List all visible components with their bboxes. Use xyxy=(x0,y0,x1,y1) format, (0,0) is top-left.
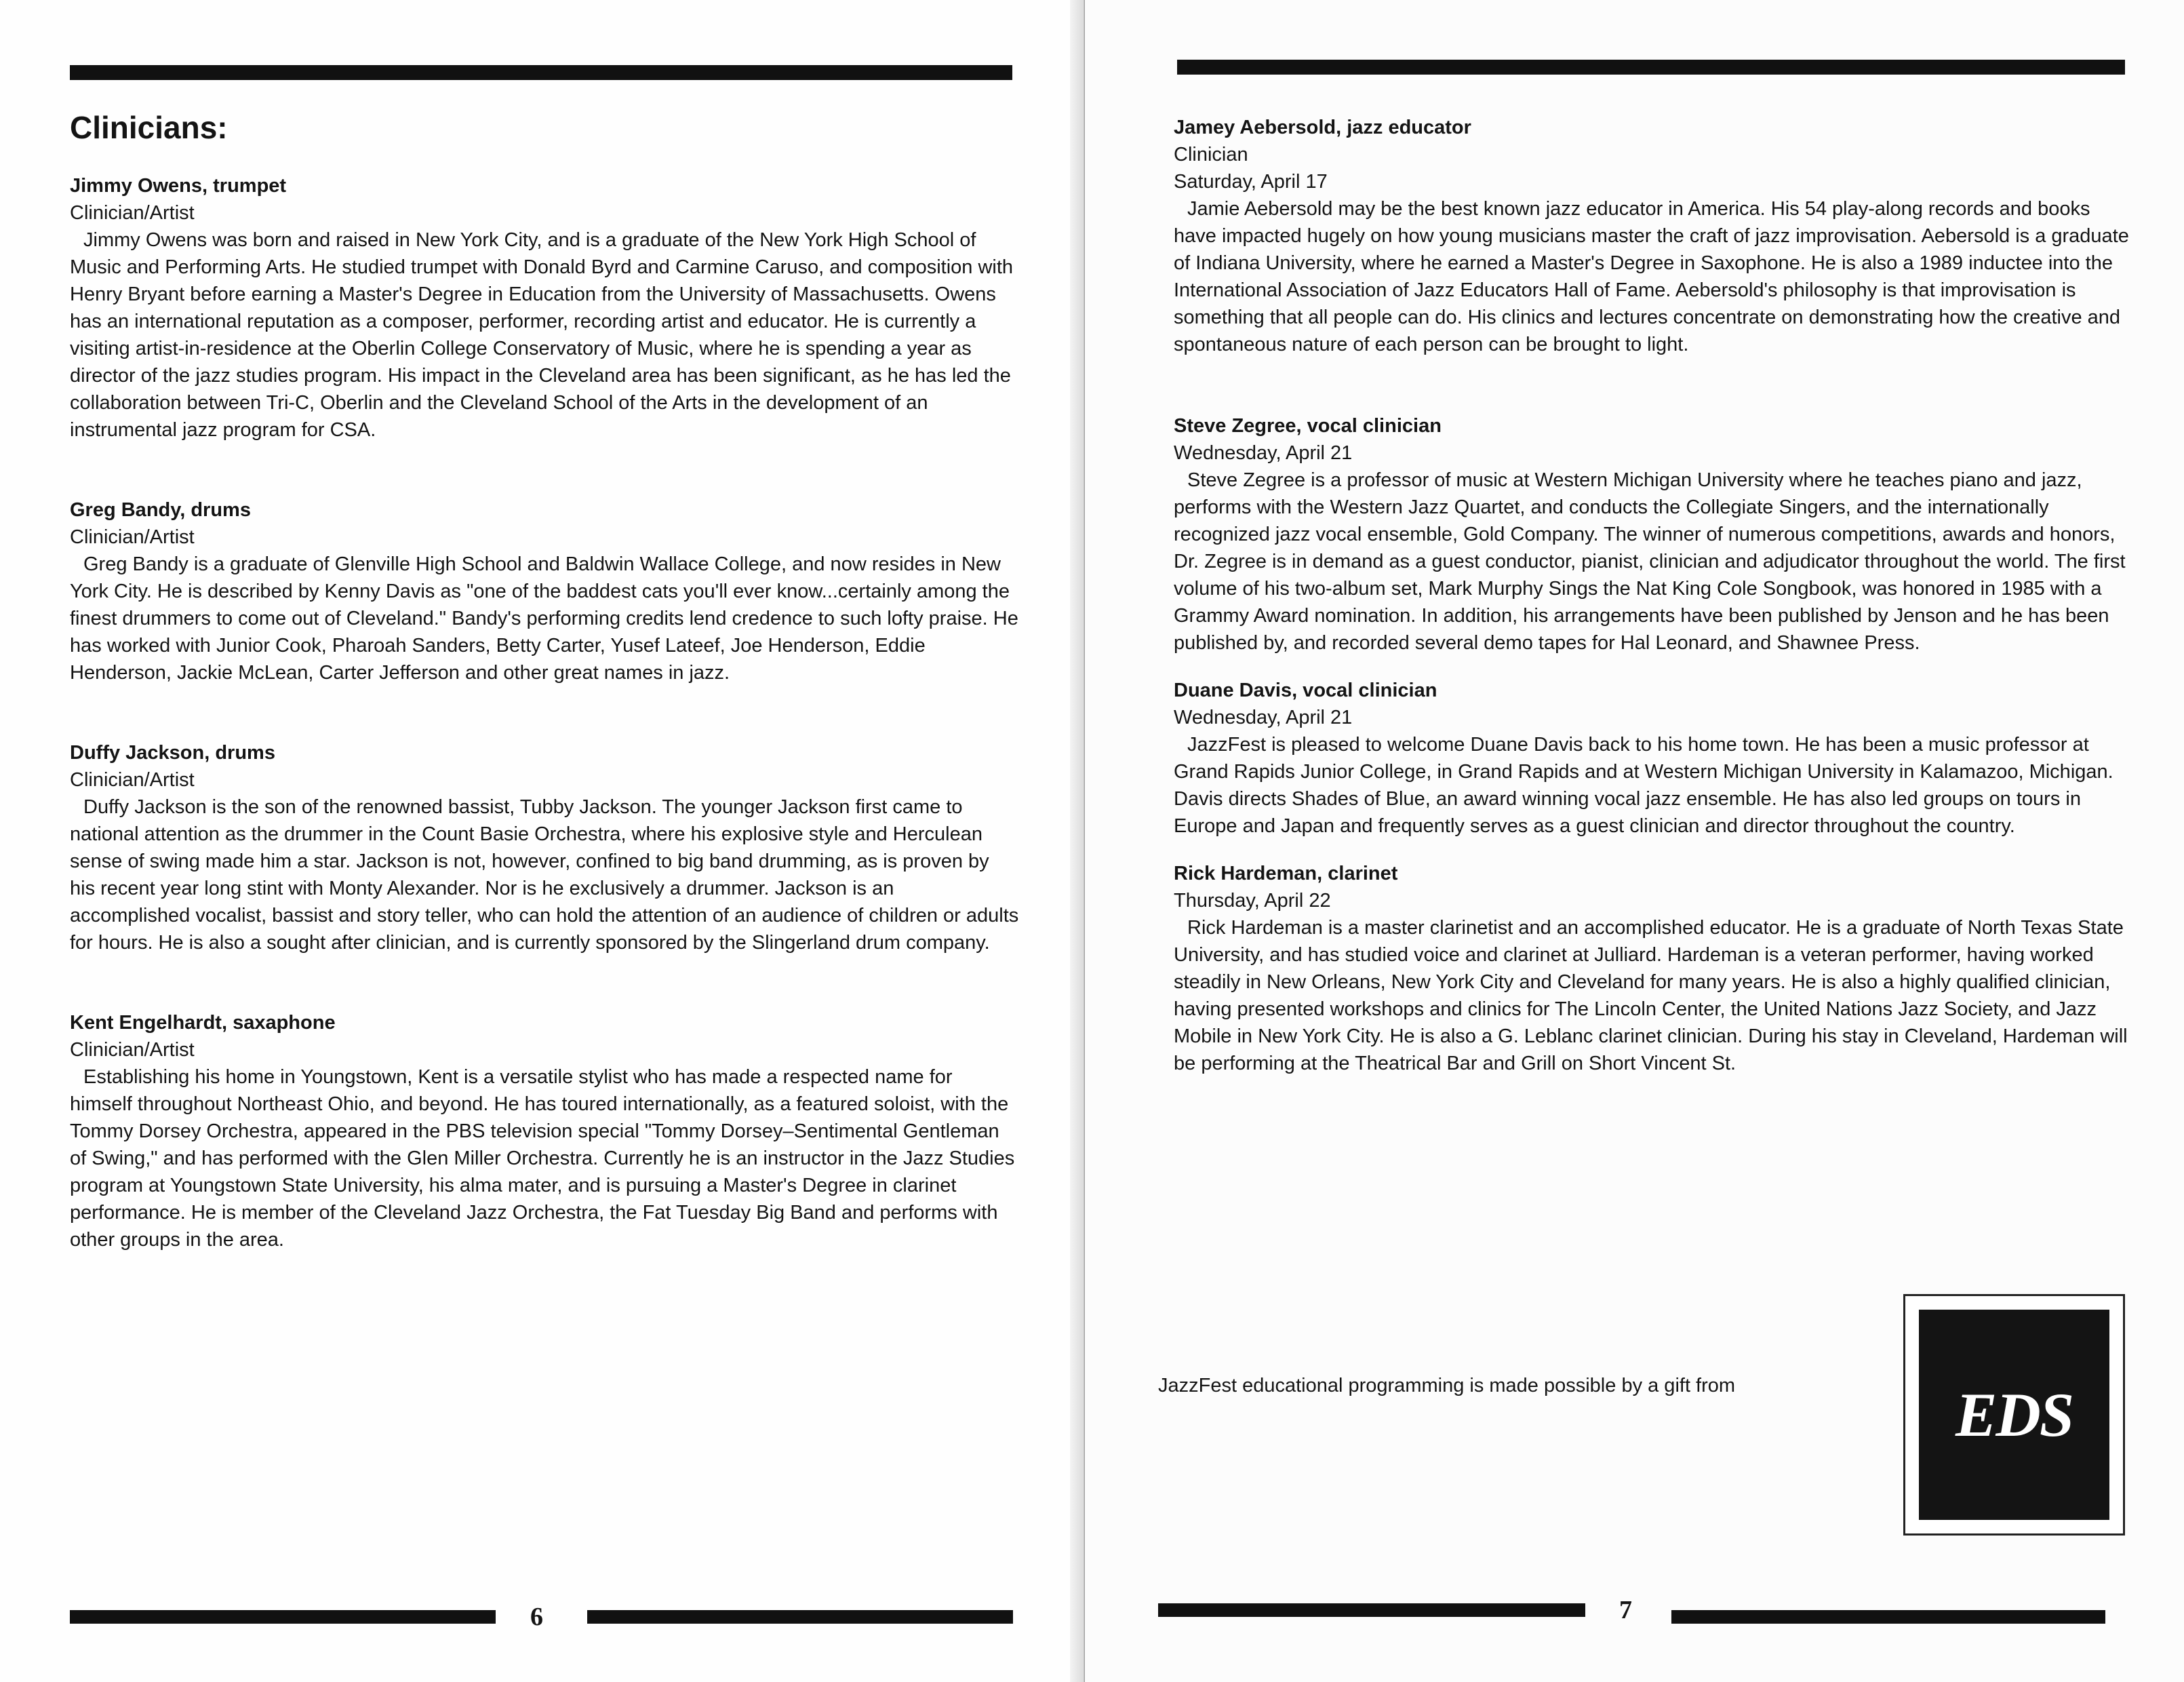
clinician-bio: Duffy Jackson is the son of the renowned bassist, Tubby Jackson. The younger Jackson first came to national attention as the drummer in the Count Basie Orchestra, where his explosive style and Herculean sense of swing made him a star. Jackson is not, however, confined to big band drumming, as is proven by his recent year long stint with Monty Alexander. Nor is he exclusively a drummer. Jackson is an accomplished vocalist, bassist and story teller, who can hold the attention of an audience of children or adults for hours. He is also a sought after clinician, and is currently sponsored by the Slingerland drum company. xyxy=(70,796,1019,954)
left-column xyxy=(70,109,1019,1253)
page-number: 7 xyxy=(1619,1596,1632,1624)
clinician-entry xyxy=(1174,412,2130,657)
clinician-role: Clinician/Artist xyxy=(70,769,195,791)
top-rule xyxy=(70,65,1012,80)
clinician-bio: Jamie Aebersold may be the best known jazz educator in America. His 54 play-along records and books have impacted hugely on how young musicians master the craft of jazz improvisation. Aebersold is a graduate of Indiana University, where he earned a Master's Degree in Saxophone. He is also a 1989 inductee into the International Association of Jazz Educators Hall of Fame. Aebersold's philosophy is that improvisation is something that all people can do. His clinics and lectures concentrate on demonstrating how the creative and spontaneous nature of each person can be brought to light. xyxy=(1174,198,2129,355)
footer-rule-right xyxy=(1671,1610,2105,1624)
left-page xyxy=(0,0,1085,1682)
session-date: Wednesday, April 21 xyxy=(1174,707,1353,728)
clinician-entry xyxy=(1174,860,2130,1077)
sponsor-note: JazzFest educational programming is made possible by a gift from xyxy=(1158,1375,1736,1396)
top-rule xyxy=(1177,60,2125,75)
clinician-role: Clinician/Artist xyxy=(70,1039,195,1061)
clinician-bio: Establishing his home in Youngstown, Kent is a versatile stylist who has made a respected name for himself throughout Northeast Ohio, and beyond. He has toured internationally, as a featured soloist, with the Tommy Dorsey Orchestra, appeared in the PBS television special "Tommy Dorsey–Sentimental Gentleman of Swing," and has performed with the Glen Miller Orchestra. Currently he is an instructor in the Jazz Studies program at Youngstown State University, his alma mater, and is pursuing a Master's Degree in clarinet performance. He is member of the Cleveland Jazz Orchestra, the Fat Tuesday Big Band and performs with other groups in the area. xyxy=(70,1066,1015,1251)
clinician-bio: Jimmy Owens was born and raised in New York City, and is a graduate of the New York High School of Music and Performing Arts. He studied trumpet with Donald Byrd and Carmine Caruso, and composition with Henry Bryant before earning a Master's Degree in Education from the University of Massachusetts. Owens has an international reputation as a composer, performer, recording artist and educator. He is currently a visiting artist-in-residence at the Oberlin College Conservatory of Music, where he is spending a year as director of the jazz studies program. His impact in the Cleveland area has been significant, as he has led the collaboration between Tri-C, Oberlin and the Cleveland School of the Arts in the development of an instrumental jazz program for CSA. xyxy=(70,229,1014,441)
clinician-entry xyxy=(70,739,1019,956)
session-date: Saturday, April 17 xyxy=(1174,171,1328,193)
clinician-bio: Greg Bandy is a graduate of Glenville High School and Baldwin Wallace College, and now resides in New York City. He is described by Kenny Davis as "one of the baddest cats you'll ever know...certainly among the finest drummers to come out of Cleveland." Bandy's performing credits lend credence to such lofty praise. He has worked with Junior Cook, Pharoah Sanders, Betty Carter, Yusef Lateef, Joe Henderson, Eddie Henderson, Jackie McLean, Carter Jefferson and other great names in jazz. xyxy=(70,553,1018,684)
right-page xyxy=(1085,0,2184,1682)
clinician-name: Kent Engelhardt, saxaphone xyxy=(70,1012,336,1034)
right-column xyxy=(1174,114,2130,1077)
clinician-entry xyxy=(70,496,1019,686)
clinician-role: Clinician/Artist xyxy=(70,526,195,548)
clinician-name: Jimmy Owens, trumpet xyxy=(70,175,287,197)
clinician-entry xyxy=(1174,677,2130,840)
sponsor-logo xyxy=(1903,1294,2125,1536)
clinician-entry xyxy=(1174,114,2130,358)
eds-logo-text: EDS xyxy=(1955,1380,2073,1449)
clinician-name: Greg Bandy, drums xyxy=(70,499,251,521)
clinician-bio: Steve Zegree is a professor of music at Western Michigan University where he teaches piano and jazz, performs with the Western Jazz Quartet, and conducts the Collegiate Singers, and the internationally recognized jazz vocal ensemble, Gold Company. The winner of numerous competitions, awards and honors, Dr. Zegree is in demand as a guest conductor, pianist, clinician and adjudicator throughout the world. The first volume of his two-album set, Mark Murphy Sings the Nat King Cole Songbook, was honored in 1985 with a Grammy Award nomination. In addition, his arrangements have been published by Jenson and he has been published by, and recorded several demo tapes for Hal Leonard, and Shawnee Press. xyxy=(1174,469,2126,654)
clinician-entry xyxy=(70,172,1019,444)
footer-rule-right xyxy=(587,1610,1013,1624)
session-date: Wednesday, April 21 xyxy=(1174,442,1353,464)
eds-logo-mark xyxy=(1919,1310,2109,1520)
clinician-bio: JazzFest is pleased to welcome Duane Davis back to his home town. He has been a music professor at Grand Rapids Junior College, in Grand Rapids and at Western Michigan University in Kalamazoo, Michigan. Davis directs Shades of Blue, an award winning vocal jazz ensemble. He has also led groups on tours in Europe and Japan and frequently serves as a guest clinician and director throughout the country. xyxy=(1174,734,2113,837)
clinician-name: Duffy Jackson, drums xyxy=(70,742,275,764)
footer-rule-left xyxy=(1158,1603,1585,1617)
page-number: 6 xyxy=(530,1603,543,1631)
clinician-bio: Rick Hardeman is a master clarinetist and an accomplished educator. He is a graduate of North Texas State University, and has studied voice and clarinet at Julliard. Hardeman is a veteran performer, having worked steadily in New Orleans, New York City and Cleveland for many years. He is also a highly qualified clinician, having presented workshops and clinics for The Lincoln Center, the United Nations Jazz Society, and Jazz Mobile in New York City. He is also a G. Leblanc clarinet clinician. During his stay in Cleveland, Hardeman will be performing at the Theatrical Bar and Grill on Short Vincent St. xyxy=(1174,917,2128,1074)
clinician-name: Steve Zegree, vocal clinician xyxy=(1174,415,1442,437)
clinician-role: Clinician/Artist xyxy=(70,202,195,224)
section-title: Clinicians: xyxy=(70,110,228,145)
footer-rule-left xyxy=(70,1610,496,1624)
clinician-name: Duane Davis, vocal clinician xyxy=(1174,680,1437,701)
clinician-name: Rick Hardeman, clarinet xyxy=(1174,863,1398,884)
clinician-name: Jamey Aebersold, jazz educator xyxy=(1174,117,1471,138)
clinician-entry xyxy=(70,1009,1019,1253)
clinician-role: Clinician xyxy=(1174,144,1248,165)
session-date: Thursday, April 22 xyxy=(1174,890,1331,912)
